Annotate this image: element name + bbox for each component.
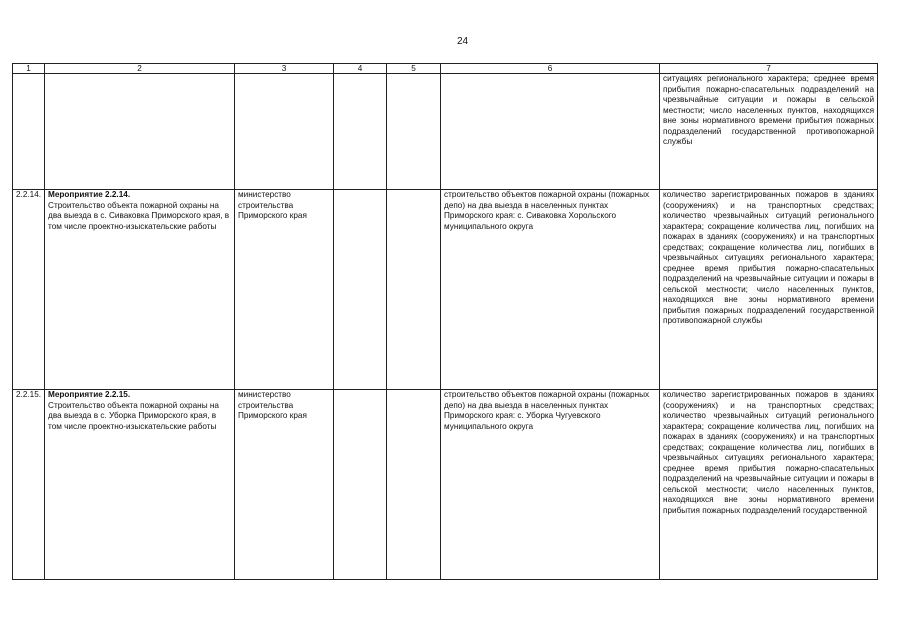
measure-title: Мероприятие 2.2.15. <box>48 390 131 399</box>
measure-description: Строительство объекта пожарной охраны на два выезда в с. Сиваковка Приморского края, в том числе проектно-изыскательские работы <box>48 200 230 231</box>
col5-cell <box>387 190 441 390</box>
col4-cell <box>334 190 387 390</box>
result-cell <box>441 74 660 190</box>
result-cell: строительство объектов пожарной охраны (пожарных депо) на два выезда в населенных пунктах Приморского края: с. Уборка Чугуевского муниципального округа <box>441 390 660 580</box>
table-row <box>13 190 878 390</box>
col5-cell <box>387 74 441 190</box>
col5-cell <box>387 390 441 580</box>
row-number: 2.2.15. <box>13 390 45 580</box>
indicators-cell: количество зарегистрированных пожаров в зданиях (сооружениях) и на транспортных средствах; количество чрезвычайных ситуаций регионального характера; сокращение количества лиц, погибших на пожарах в зданиях (сооружениях) и на транспортных средствах; сокращение количества лиц, погибших в чрезвычайных ситуациях регионального характера; среднее время прибытия пожарно-спасательных подразделений на чрезвычайные ситуации и пожары в сельской местности; число населенных пунктов, находящихся вне зоны нормативного времени прибытия пожарных подразделений государственной противопожарной службы <box>660 190 878 390</box>
row-number: 2.2.14. <box>13 190 45 390</box>
executor-cell <box>235 74 334 190</box>
page-number: 24 <box>456 36 469 47</box>
col4-cell <box>334 390 387 580</box>
header-col-4: 4 <box>334 64 387 74</box>
executor-cell: министерство строительства Приморского края <box>235 190 334 390</box>
table-row <box>13 74 878 190</box>
header-row <box>13 64 878 74</box>
measure-cell <box>45 190 235 390</box>
header-col-6: 6 <box>441 64 660 74</box>
row-number <box>13 74 45 190</box>
header-col-7: 7 <box>660 64 878 74</box>
header-col-3: 3 <box>235 64 334 74</box>
indicators-cell: количество зарегистрированных пожаров в зданиях (сооружениях) и на транспортных средствах; количество чрезвычайных ситуаций регионального характера; сокращение количества лиц, погибших на пожарах в зданиях (сооружениях) и на транспортных средствах; сокращение количества лиц, погибших в чрезвычайных ситуациях регионального характера; среднее время прибытия пожарно-спасательных подразделений на чрезвычайные ситуации и пожары в сельской местности; число населенных пунктов, находящихся вне зоны нормативного времени прибытия пожарных подразделений государственной <box>660 390 878 580</box>
header-col-1: 1 <box>13 64 45 74</box>
measure-cell <box>45 74 235 190</box>
measure-description: Строительство объекта пожарной охраны на два выезда в с. Уборка Приморского края, в том числе проектно-изыскательские работы <box>48 400 219 431</box>
indicators-cell: ситуациях регионального характера; среднее время прибытия пожарно-спасательных подразделений на чрезвычайные ситуации и пожары в сельской местности; число населенных пунктов, находящихся вне зоны нормативного времени прибытия пожарных подразделений государственной противопожарной службы <box>660 74 878 190</box>
col4-cell <box>334 74 387 190</box>
measures-table <box>12 63 878 580</box>
table-row <box>13 390 878 580</box>
header-col-2: 2 <box>45 64 235 74</box>
measure-title: Мероприятие 2.2.14. <box>48 190 131 199</box>
executor-cell: министерство строительства Приморского края <box>235 390 334 580</box>
result-cell: строительство объектов пожарной охраны (пожарных депо) на два выезда в населенных пунктах Приморского края: с. Сиваковка Хорольского муниципального округа <box>441 190 660 390</box>
header-col-5: 5 <box>387 64 441 74</box>
measure-cell <box>45 390 235 580</box>
